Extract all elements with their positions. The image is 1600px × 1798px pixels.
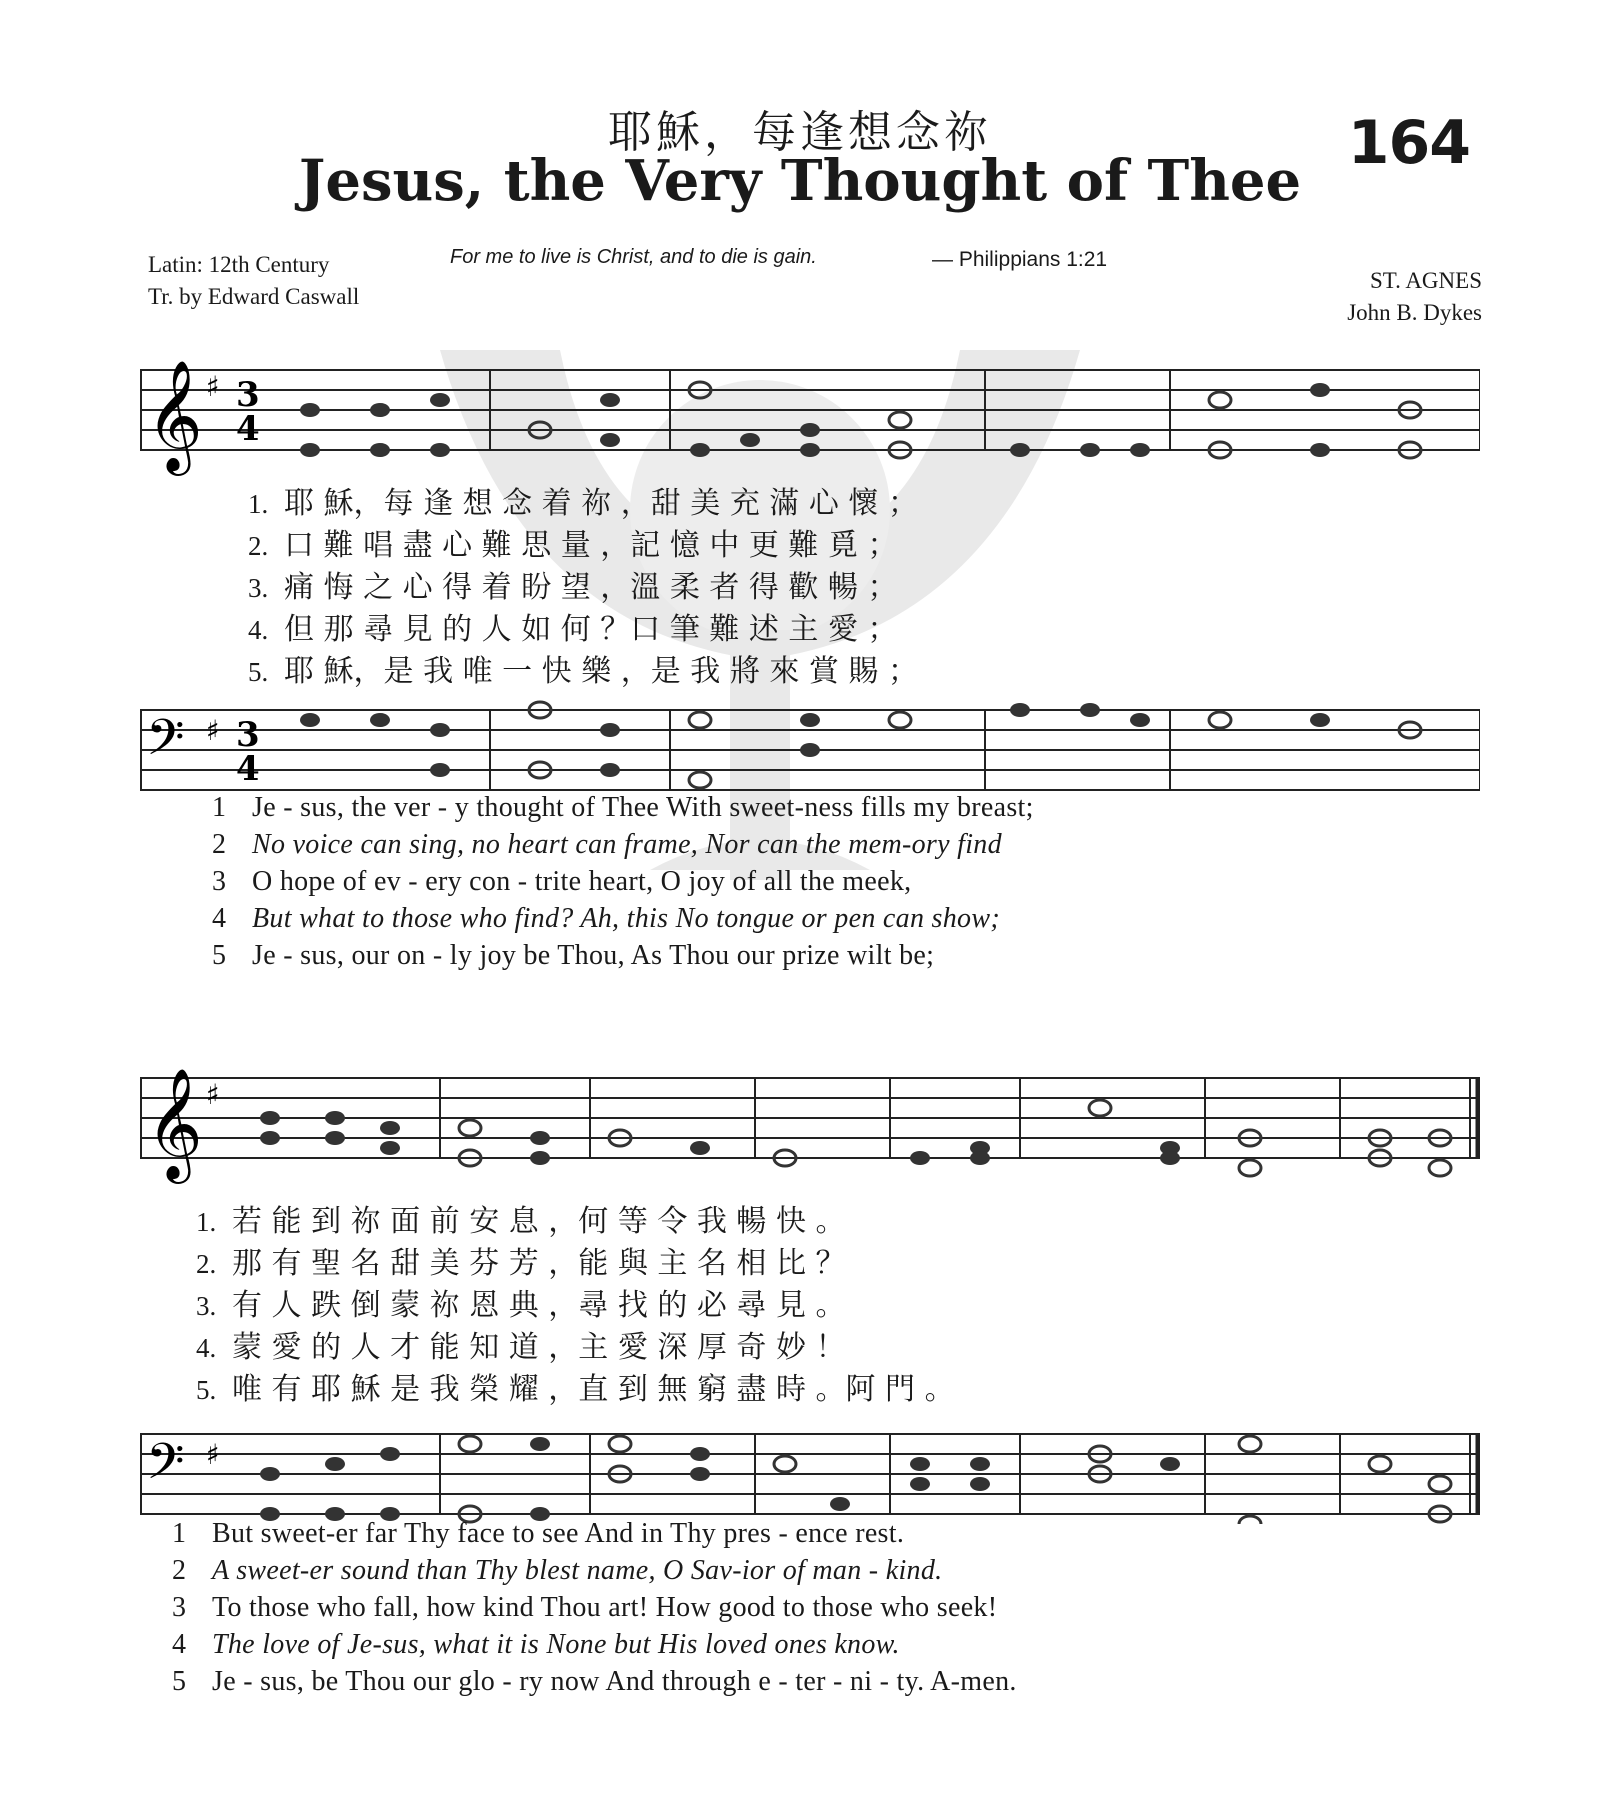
- translator-credit: Tr. by Edward Caswall: [148, 284, 360, 309]
- epigraph-reference: — Philippians 1:21: [932, 248, 1108, 271]
- system1-en-verse: 5 Je - sus, our on - ly joy be Thou, As Thou our prize wilt be;: [212, 940, 935, 971]
- system2-en-verse: 3 To those who fall, how kind Thou art! How good to those who seek!: [172, 1592, 998, 1623]
- system2-en-verse: 5 Je - sus, be Thou our glo - ry now And through e - ter - ni - ty. A-men.: [172, 1666, 1017, 1697]
- system1-bass-staff: [140, 680, 1480, 800]
- hymn-number: 164: [1347, 108, 1470, 178]
- time-sig-top: 3: [236, 715, 260, 755]
- time-sig-bottom: 4: [236, 409, 260, 449]
- treble-clef-icon: 𝄞: [146, 359, 203, 471]
- sharp-icon: ♯: [206, 370, 220, 403]
- time-sig-bottom: 4: [236, 749, 260, 789]
- tune-name: ST. AGNES: [1369, 268, 1482, 293]
- system1-en-verse: 1 Je - sus, the ver - y thought of Thee With sweet-ness fills my breast;: [212, 792, 1034, 823]
- sharp-icon: ♯: [206, 714, 220, 747]
- system1-en-verse: 3 O hope of ev - ery con - trite heart, O joy of all the meek,: [212, 866, 912, 897]
- system2-en-verse: 4 The love of Je-sus, what it is None but His loved ones know.: [172, 1629, 900, 1660]
- system2-cn-verse: 2. 那 有 聖 名 甜 美 芬 芳 ，能 與 主 名 相 比 ？: [196, 1246, 846, 1281]
- bass-clef-icon: 𝄢: [146, 709, 185, 779]
- system2-cn-verse: 3. 有 人 跌 倒 蒙 祢 恩 典 ，尋 找 的 必 尋 見 。: [196, 1288, 846, 1323]
- treble-clef-icon: 𝄞: [146, 1067, 203, 1179]
- system1-en-verse: 4 But what to those who find? Ah, this No tongue or pen can show;: [212, 903, 1000, 934]
- system2-bass-staff: [140, 1404, 1480, 1524]
- system1-cn-verse: 4. 但 那 尋 見 的 人 如 何 ？口 筆 難 述 主 愛 ；: [248, 612, 898, 647]
- system2-en-verse: 2 A sweet-er sound than Thy blest name, O Sav-ior of man - kind.: [172, 1555, 943, 1586]
- epigraph-text: For me to live is Christ, and to die is gain.: [450, 246, 817, 268]
- system2-treble-staff: [140, 1048, 1480, 1188]
- text-source-credit: Latin: 12th Century: [148, 252, 330, 277]
- system1-cn-verse: 1. 耶 穌，每 逢 想 念 着 祢 ，甜 美 充 滿 心 懷 ；: [248, 486, 918, 521]
- time-sig-top: 3: [236, 375, 260, 415]
- system2-cn-verse: 1. 若 能 到 祢 面 前 安 息 ，何 等 令 我 暢 快 。: [196, 1204, 846, 1239]
- system2-cn-verse: 4. 蒙 愛 的 人 才 能 知 道 ，主 愛 深 厚 奇 妙 ！: [196, 1330, 846, 1365]
- system1-cn-verse: 2. 口 難 唱 盡 心 難 思 量 ，記 憶 中 更 難 覓 ；: [248, 528, 898, 563]
- hymn-title-english: Jesus, the Very Thought of Thee: [298, 148, 1302, 214]
- system1-cn-verse: 5. 耶 穌，是 我 唯 一 快 樂 ，是 我 將 來 賞 賜 ；: [248, 654, 918, 689]
- system1-treble-staff: [140, 340, 1480, 480]
- sharp-icon: ♯: [206, 1078, 220, 1111]
- sharp-icon: ♯: [206, 1438, 220, 1471]
- hymn-title-chinese: 耶穌，每逢想念祢: [608, 107, 992, 158]
- system1-en-verse: 2 No voice can sing, no heart can frame, Nor can the mem-ory find: [212, 829, 1002, 860]
- system2-en-verse: 1 But sweet-er far Thy face to see And in Thy pres - ence rest.: [172, 1518, 905, 1549]
- composer-credit: John B. Dykes: [1347, 300, 1482, 325]
- system2-cn-verse: 5. 唯 有 耶 穌 是 我 榮 耀 ，直 到 無 窮 盡 時 。阿 門 。: [196, 1372, 955, 1407]
- bass-clef-icon: 𝄢: [146, 1433, 185, 1503]
- system1-cn-verse: 3. 痛 悔 之 心 得 着 盼 望 ，溫 柔 者 得 歡 暢 ；: [248, 570, 898, 605]
